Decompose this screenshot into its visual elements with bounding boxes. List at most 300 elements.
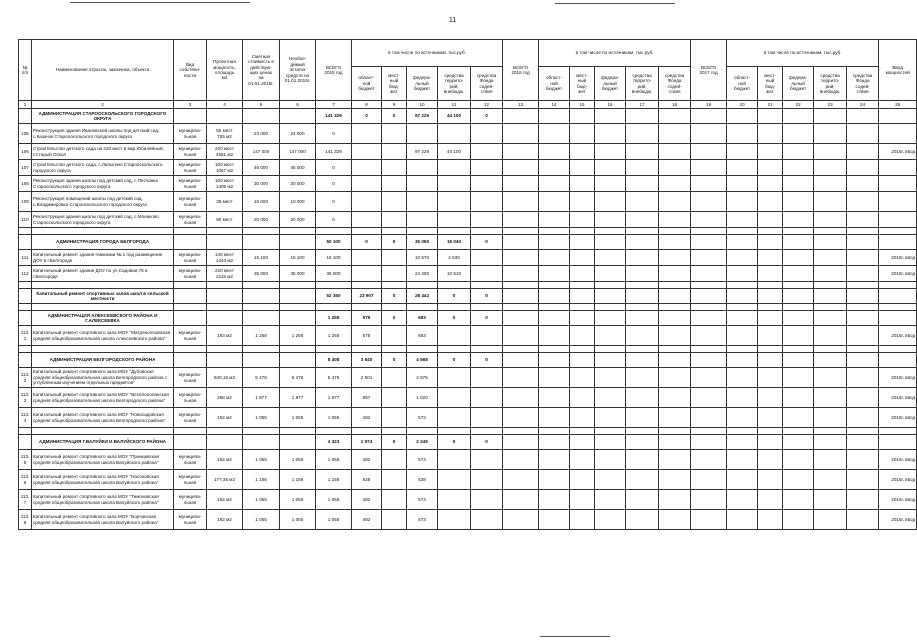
regional-budget-cell	[352, 176, 382, 192]
needed-cell: 5 476	[280, 368, 316, 388]
empty-cell	[539, 176, 570, 192]
regional-budget-cell	[352, 144, 382, 160]
empty-cell	[659, 304, 691, 311]
table-row	[19, 470, 917, 490]
empty-cell	[570, 289, 595, 304]
empty-cell	[570, 124, 595, 144]
estimate-cell	[243, 109, 280, 124]
empty-cell	[595, 160, 626, 176]
row-number	[19, 289, 32, 304]
empty-cell	[659, 346, 691, 353]
empty-cell	[691, 250, 727, 266]
needed-cell	[280, 304, 316, 311]
fund-assistance-cell	[471, 326, 503, 346]
empty-cell	[847, 109, 879, 124]
empty-cell	[539, 109, 570, 124]
capacity-cell	[207, 346, 243, 353]
row-number	[19, 435, 32, 450]
fund-assistance-cell	[471, 282, 503, 289]
empty-cell	[783, 450, 814, 470]
empty-cell	[539, 250, 570, 266]
ownership-cell	[174, 304, 207, 311]
regional-budget-cell	[352, 428, 382, 435]
empty-cell	[783, 109, 814, 124]
territory-funds-cell	[438, 408, 471, 428]
empty-cell	[727, 470, 758, 490]
regional-budget-cell: 575	[352, 326, 382, 346]
ownership-cell	[174, 228, 207, 235]
scan-artifact-bottom	[540, 636, 610, 637]
object-name: АДМИНИСТРАЦИЯ АЛЕКСЕЕВСКОГО РАЙОНА И Г.АЛЕКСЕЕВКА	[32, 311, 174, 326]
territory-funds-cell	[438, 470, 471, 490]
empty-cell	[570, 435, 595, 450]
ownership-cell	[174, 109, 207, 124]
empty-cell	[691, 435, 727, 450]
empty-cell	[783, 212, 814, 228]
empty-cell	[539, 346, 570, 353]
local-budget-cell	[382, 428, 407, 435]
total-2015-cell: 52 350	[316, 289, 352, 304]
regional-budget-cell	[352, 228, 382, 235]
commissioning-cell: 2015г. ввод	[879, 470, 917, 490]
empty-cell	[503, 304, 539, 311]
local-budget-cell	[382, 282, 407, 289]
empty-cell	[539, 311, 570, 326]
table-row	[19, 176, 917, 192]
empty-cell	[539, 435, 570, 450]
commissioning-cell: 2015г. ввод	[879, 510, 917, 530]
federal-budget-cell: 2 349	[407, 435, 438, 450]
empty-cell	[758, 435, 783, 450]
empty-cell	[659, 124, 691, 144]
ownership-cell	[174, 346, 207, 353]
empty-cell	[691, 470, 727, 490]
empty-cell	[814, 408, 847, 428]
capacity-cell	[207, 235, 243, 250]
empty-cell	[814, 160, 847, 176]
ownership-cell: муниципа- льная	[174, 510, 207, 530]
header-estimate: Сметная стоимость в действую- щих ценах на 01.01.2015г.	[243, 40, 280, 101]
total-2015-cell: 1 156	[316, 470, 352, 490]
needed-cell: 30 000	[280, 176, 316, 192]
estimate-cell	[243, 289, 280, 304]
empty-cell	[570, 212, 595, 228]
total-2015-cell: 1 258	[316, 326, 352, 346]
empty-cell	[659, 428, 691, 435]
ownership-cell: муниципа- льная	[174, 326, 207, 346]
commissioning-cell: 2015г. ввод	[879, 250, 917, 266]
table-row	[19, 124, 917, 144]
regional-budget-cell: 0	[352, 235, 382, 250]
empty-cell	[847, 266, 879, 282]
header-src-local: мест- ный бюд- жет	[758, 67, 783, 101]
federal-budget-cell: 2 975	[407, 368, 438, 388]
empty-cell	[659, 353, 691, 368]
regional-budget-cell	[352, 212, 382, 228]
local-budget-cell	[382, 368, 407, 388]
empty-cell	[758, 228, 783, 235]
empty-cell	[691, 266, 727, 282]
needed-cell	[280, 235, 316, 250]
empty-cell	[659, 212, 691, 228]
spacer-row	[19, 346, 917, 353]
fund-assistance-cell	[471, 304, 503, 311]
empty-cell	[659, 510, 691, 530]
column-index-row	[19, 101, 917, 109]
needed-cell	[280, 353, 316, 368]
empty-cell	[783, 228, 814, 235]
empty-cell	[814, 304, 847, 311]
fund-assistance-cell: 0	[471, 435, 503, 450]
header-total-2016: ВСЕГО 2016 год	[503, 40, 539, 101]
empty-cell	[539, 235, 570, 250]
empty-cell	[570, 266, 595, 282]
needed-cell: 1 055	[280, 510, 316, 530]
empty-cell	[570, 490, 595, 510]
object-name: АДМИНИСТРАЦИЯ Г.ВАЛУЙКИ И ВАЛУЙСКОГО РАЙОНА	[32, 435, 174, 450]
estimate-cell	[243, 353, 280, 368]
empty-cell	[847, 408, 879, 428]
row-number	[19, 311, 32, 326]
total-2015-cell: 0	[316, 176, 352, 192]
total-2015-cell: 1 055	[316, 510, 352, 530]
fund-assistance-cell	[471, 124, 503, 144]
commissioning-cell	[879, 311, 917, 326]
column-index-cell: 5	[243, 101, 280, 109]
needed-cell: 10 000	[280, 192, 316, 212]
fund-assistance-cell	[471, 408, 503, 428]
fund-assistance-cell	[471, 212, 503, 228]
empty-cell	[595, 388, 626, 408]
header-src-territory: средства террито- рий, внебюдж.	[814, 67, 847, 101]
territory-funds-cell	[438, 388, 471, 408]
empty-cell	[758, 160, 783, 176]
local-budget-cell	[382, 510, 407, 530]
empty-cell	[727, 235, 758, 250]
needed-cell	[280, 289, 316, 304]
ownership-cell: муниципа- льная	[174, 192, 207, 212]
column-index-cell: 17	[626, 101, 659, 109]
empty-cell	[539, 160, 570, 176]
empty-cell	[758, 490, 783, 510]
column-index-cell: 24	[847, 101, 879, 109]
empty-cell	[626, 368, 659, 388]
capacity-cell: 140 мест 1444 м2	[207, 250, 243, 266]
territory-funds-cell	[438, 228, 471, 235]
ownership-cell	[174, 311, 207, 326]
fund-assistance-cell	[471, 250, 503, 266]
total-2015-cell: 0	[316, 192, 352, 212]
empty-cell	[659, 192, 691, 212]
header-needed: Необхо- димый остаток средств на 01.01.2015г.	[280, 40, 316, 101]
column-index-cell: 9	[382, 101, 407, 109]
total-2015-cell: 0	[316, 212, 352, 228]
total-2015-cell: 35 000	[316, 266, 352, 282]
ownership-cell: муниципа- льная	[174, 490, 207, 510]
empty-cell	[847, 289, 879, 304]
total-2015-cell	[316, 304, 352, 311]
empty-cell	[503, 192, 539, 212]
empty-cell	[595, 282, 626, 289]
empty-cell	[626, 304, 659, 311]
header-src-fund: средства Фонда содей- ствия	[471, 67, 503, 101]
empty-cell	[758, 304, 783, 311]
empty-cell	[626, 109, 659, 124]
header-src-local: мест- ный бюд- жет	[570, 67, 595, 101]
empty-cell	[659, 109, 691, 124]
empty-cell	[758, 250, 783, 266]
empty-cell	[758, 346, 783, 353]
ownership-cell: муниципа- льная	[174, 124, 207, 144]
estimate-cell: 147 000	[243, 144, 280, 160]
header-src-territory: средства террито- рий, внебюдж.	[438, 67, 471, 101]
row-number	[19, 235, 32, 250]
column-index-cell: 8	[352, 101, 382, 109]
territory-funds-cell	[438, 304, 471, 311]
empty-cell	[539, 289, 570, 304]
empty-cell	[727, 250, 758, 266]
object-name: АДМИНИСТРАЦИЯ ГОРОДА БЕЛГОРОДА	[32, 235, 174, 250]
empty-cell	[595, 435, 626, 450]
empty-cell	[691, 235, 727, 250]
total-2015-cell	[316, 428, 352, 435]
empty-cell	[758, 235, 783, 250]
empty-cell	[847, 228, 879, 235]
empty-cell	[691, 228, 727, 235]
empty-cell	[847, 282, 879, 289]
empty-cell	[727, 144, 758, 160]
empty-cell	[758, 510, 783, 530]
empty-cell	[570, 250, 595, 266]
territory-funds-cell	[438, 192, 471, 212]
ownership-cell: муниципа- льная	[174, 266, 207, 282]
empty-cell	[595, 124, 626, 144]
total-2015-cell: 1 258	[316, 311, 352, 326]
table-row	[19, 160, 917, 176]
federal-budget-cell: 35 050	[407, 235, 438, 250]
fund-assistance-cell	[471, 450, 503, 470]
row-number: 113. 6	[19, 470, 32, 490]
empty-cell	[595, 176, 626, 192]
commissioning-cell: 2015г. ввод	[879, 368, 917, 388]
federal-budget-cell	[407, 212, 438, 228]
empty-cell	[727, 353, 758, 368]
empty-cell	[595, 326, 626, 346]
header-src-region: област- ной бюджет	[727, 67, 758, 101]
ownership-cell: муниципа- льная	[174, 176, 207, 192]
ownership-cell: муниципа- льная	[174, 144, 207, 160]
empty-cell	[503, 510, 539, 530]
local-budget-cell	[382, 228, 407, 235]
empty-cell	[783, 435, 814, 450]
empty-cell	[539, 450, 570, 470]
total-2015-cell	[316, 228, 352, 235]
needed-cell	[280, 282, 316, 289]
estimate-cell	[243, 346, 280, 353]
territory-funds-cell	[438, 450, 471, 470]
empty-cell	[539, 510, 570, 530]
empty-cell	[595, 470, 626, 490]
empty-cell	[503, 368, 539, 388]
object-name: Капитальный ремонт спортивного зала МОУ "Тимоновская средняя общеобразовательная школа Валуйского района"	[32, 490, 174, 510]
empty-cell	[814, 435, 847, 450]
empty-cell	[626, 160, 659, 176]
empty-cell	[570, 346, 595, 353]
empty-cell	[570, 176, 595, 192]
empty-cell	[814, 388, 847, 408]
fund-assistance-cell	[471, 176, 503, 192]
page-number: 11	[448, 17, 457, 24]
column-index-cell: 3	[174, 101, 207, 109]
estimate-cell	[243, 235, 280, 250]
territory-funds-cell	[438, 368, 471, 388]
territory-funds-cell	[438, 282, 471, 289]
empty-cell	[727, 266, 758, 282]
object-name: Капитальный ремонт спортивного зала МОУ "Дубовская средняя общеобразовательная школа Белгородского района с углубленным изучением отдельных предметов"	[32, 368, 174, 388]
empty-cell	[659, 408, 691, 428]
estimate-cell: 20 000	[243, 212, 280, 228]
federal-budget-cell	[407, 176, 438, 192]
total-2015-cell: 141 329	[316, 144, 352, 160]
federal-budget-cell: 10 570	[407, 250, 438, 266]
empty-cell	[727, 450, 758, 470]
local-budget-cell	[382, 388, 407, 408]
local-budget-cell	[382, 450, 407, 470]
total-2015-cell: 50 100	[316, 235, 352, 250]
estimate-cell	[243, 435, 280, 450]
territory-funds-cell	[438, 326, 471, 346]
fund-assistance-cell	[471, 428, 503, 435]
row-number: 113. 7	[19, 490, 32, 510]
empty-cell	[814, 326, 847, 346]
territory-funds-cell: 15 040	[438, 235, 471, 250]
column-index-cell: 19	[691, 101, 727, 109]
empty-cell	[626, 289, 659, 304]
empty-cell	[595, 109, 626, 124]
empty-cell	[539, 212, 570, 228]
regional-budget-cell	[352, 266, 382, 282]
empty-cell	[758, 408, 783, 428]
capacity-cell: 220 мест 2119 м2	[207, 266, 243, 282]
commissioning-cell	[879, 192, 917, 212]
empty-cell	[847, 346, 879, 353]
empty-cell	[570, 408, 595, 428]
needed-cell	[280, 435, 316, 450]
regional-budget-cell: 482	[352, 408, 382, 428]
empty-cell	[758, 428, 783, 435]
ownership-cell: муниципа- льная	[174, 212, 207, 228]
header-src-region: област- ной бюджет	[352, 67, 382, 101]
local-budget-cell: 0	[382, 109, 407, 124]
empty-cell	[691, 490, 727, 510]
empty-cell	[814, 250, 847, 266]
needed-cell: 1 156	[280, 470, 316, 490]
empty-cell	[570, 368, 595, 388]
territory-funds-cell: 44 100	[438, 144, 471, 160]
empty-cell	[503, 311, 539, 326]
column-index-cell: 7	[316, 101, 352, 109]
empty-cell	[659, 282, 691, 289]
section-row	[19, 435, 917, 450]
row-number: 113. 3	[19, 388, 32, 408]
empty-cell	[570, 470, 595, 490]
needed-cell	[280, 346, 316, 353]
empty-cell	[814, 368, 847, 388]
estimate-cell: 1 156	[243, 470, 280, 490]
empty-cell	[847, 470, 879, 490]
table-row	[19, 408, 917, 428]
empty-cell	[758, 282, 783, 289]
empty-cell	[626, 124, 659, 144]
empty-cell	[814, 428, 847, 435]
spacer-row	[19, 304, 917, 311]
estimate-cell	[243, 304, 280, 311]
fund-assistance-cell: 0	[471, 311, 503, 326]
empty-cell	[691, 176, 727, 192]
empty-cell	[539, 282, 570, 289]
regional-budget-cell	[352, 250, 382, 266]
empty-cell	[847, 388, 879, 408]
empty-cell	[595, 311, 626, 326]
object-name: Капитальный ремонт спортивного зала МОУ "Матреногезовская средняя общеобразовательная школа Алексеевского района"	[32, 326, 174, 346]
territory-funds-cell	[438, 124, 471, 144]
local-budget-cell	[382, 470, 407, 490]
empty-cell	[503, 228, 539, 235]
commissioning-cell	[879, 289, 917, 304]
empty-cell	[539, 368, 570, 388]
empty-cell	[503, 490, 539, 510]
federal-budget-cell	[407, 228, 438, 235]
empty-cell	[783, 282, 814, 289]
empty-cell	[595, 368, 626, 388]
commissioning-cell: 2015г. ввод	[879, 144, 917, 160]
empty-cell	[814, 235, 847, 250]
empty-cell	[727, 326, 758, 346]
object-name	[32, 428, 174, 435]
capacity-cell: 193 м2	[207, 326, 243, 346]
empty-cell	[659, 311, 691, 326]
empty-cell	[847, 160, 879, 176]
commissioning-cell	[879, 235, 917, 250]
row-number: 110	[19, 212, 32, 228]
ownership-cell: муниципа- льная	[174, 450, 207, 470]
header-num: № п/п	[19, 40, 32, 101]
fund-assistance-cell	[471, 144, 503, 160]
empty-cell	[758, 109, 783, 124]
estimate-cell: 1 056	[243, 490, 280, 510]
local-budget-cell	[382, 490, 407, 510]
local-budget-cell	[382, 192, 407, 212]
ownership-cell	[174, 353, 207, 368]
empty-cell	[814, 266, 847, 282]
regional-budget-cell: 482	[352, 450, 382, 470]
fund-assistance-cell: 0	[471, 353, 503, 368]
empty-cell	[539, 470, 570, 490]
local-budget-cell	[382, 160, 407, 176]
empty-cell	[503, 266, 539, 282]
capacity-cell: 80 мест	[207, 212, 243, 228]
row-number	[19, 282, 32, 289]
column-index-cell: 12	[471, 101, 503, 109]
empty-cell	[727, 212, 758, 228]
empty-cell	[814, 490, 847, 510]
header-src-fund: средства Фонда содей- ствия	[659, 67, 691, 101]
federal-budget-cell	[407, 192, 438, 212]
object-name	[32, 228, 174, 235]
territory-funds-cell	[438, 346, 471, 353]
object-name	[32, 304, 174, 311]
empty-cell	[626, 428, 659, 435]
